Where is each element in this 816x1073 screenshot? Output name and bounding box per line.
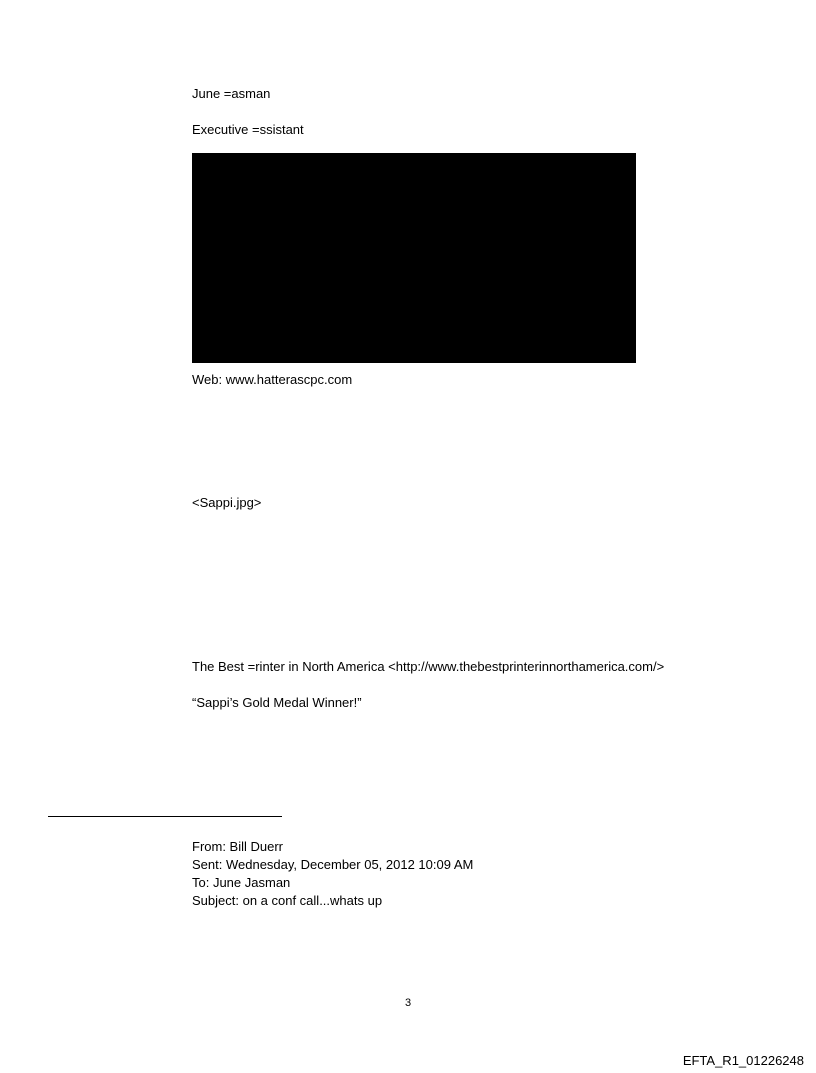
email-header <box>192 838 473 910</box>
signature-web: Web: www.hatterascpc.com <box>192 372 353 387</box>
page-number: 3 <box>404 997 412 1009</box>
signature-title: Executive =ssistant <box>192 122 304 137</box>
email-to: To: June Jasman <box>192 875 291 890</box>
signature-quote: “Sappi’s Gold Medal Winner!” <box>192 695 362 710</box>
email-sent: Sent: Wednesday, December 05, 2012 10:09 AM <box>192 857 474 872</box>
image-placeholder: <Sappi.jpg> <box>192 495 262 510</box>
signature-name: June =asman <box>192 86 271 101</box>
document-id: EFTA_R1_01226248 <box>682 1053 804 1068</box>
redaction-block <box>192 153 636 363</box>
separator-rule <box>48 816 282 817</box>
signature-tagline: The Best =rinter in North America <http://www.thebestprinterinnorthamerica.com/> <box>192 659 665 674</box>
email-subject: Subject: on a conf call...whats up <box>192 893 383 908</box>
email-from: From: Bill Duerr <box>192 839 284 854</box>
